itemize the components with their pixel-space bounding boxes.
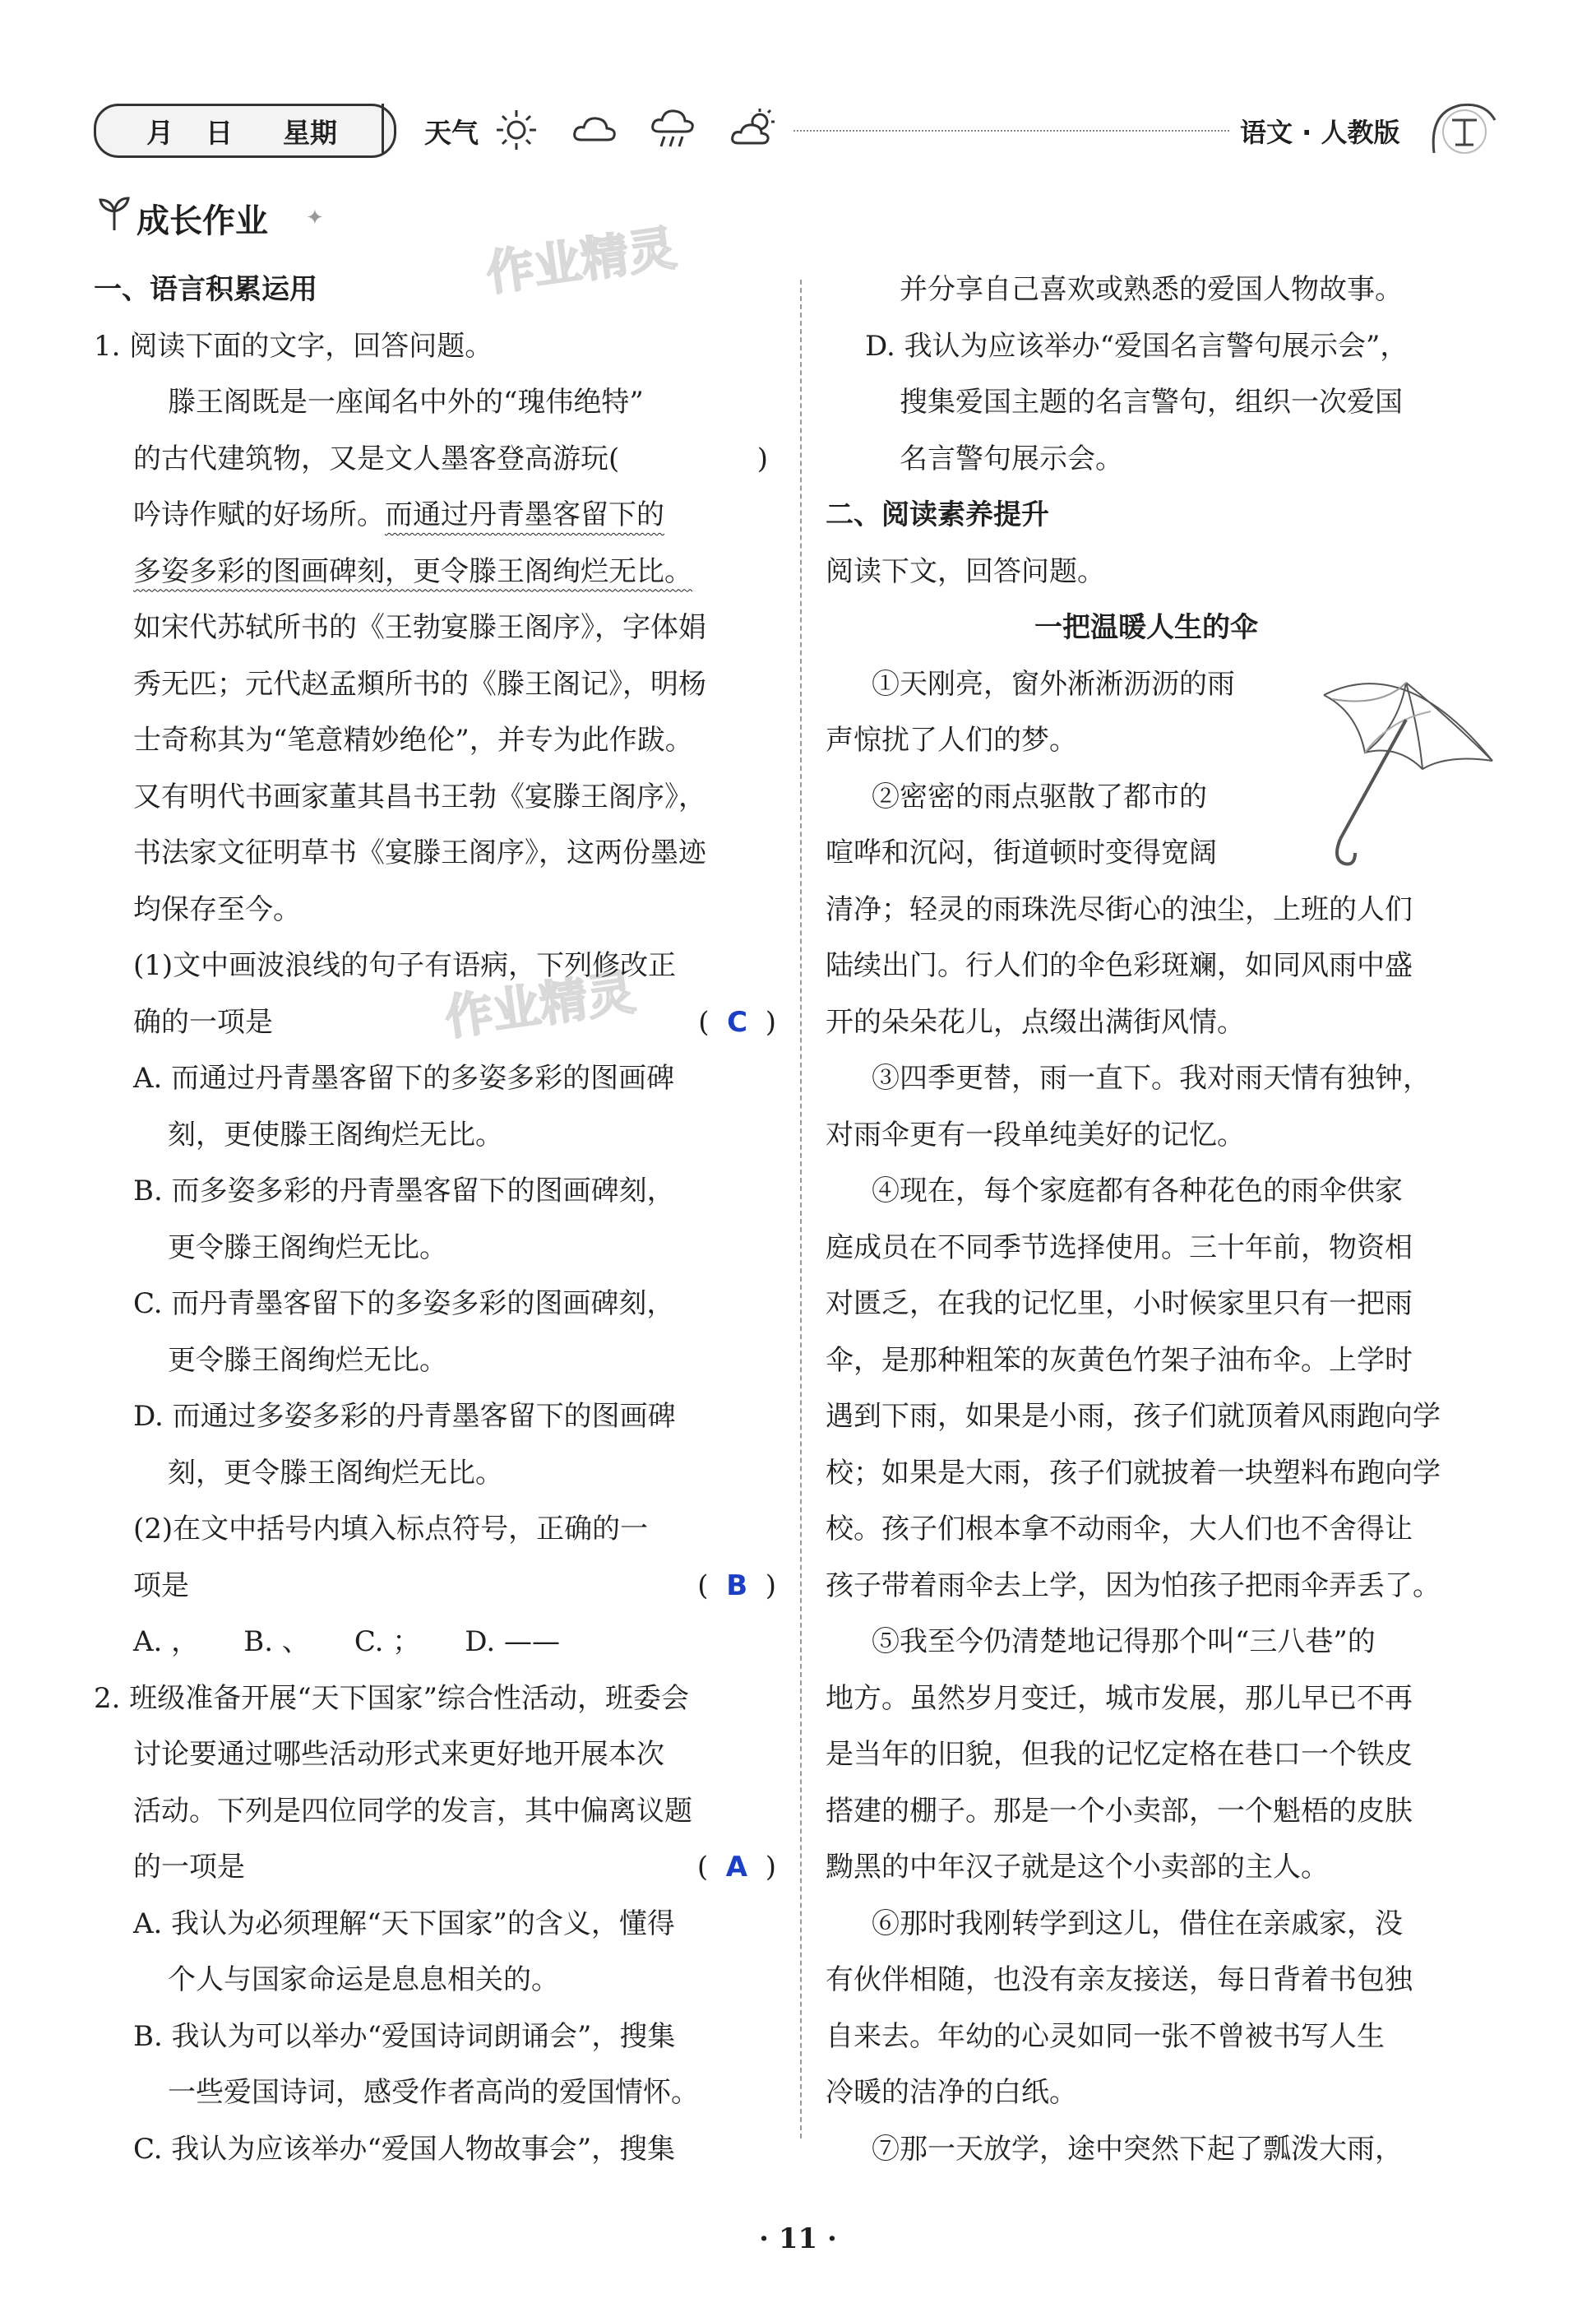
day-label: 日 bbox=[206, 117, 233, 149]
passage-line: 秀无匹；元代赵孟頫所书的《滕王阁记》，明杨 bbox=[133, 667, 706, 701]
header-rule bbox=[793, 130, 1229, 132]
sun-icon bbox=[493, 107, 539, 156]
option-c: C. 而丹青墨客留下的多姿多彩的图画碑刻， bbox=[133, 1287, 675, 1320]
q2-option-d-cont: 搜集爱国主题的名言警句，组织一次爱国 bbox=[900, 386, 1403, 419]
q1-1-stem: 确的一项是 ( C ) bbox=[133, 1005, 776, 1039]
article-paragraph: 庭成员在不同季节选择使用。三十年前，物资相 bbox=[826, 1230, 1413, 1264]
article-paragraph: 有伙伴相随，也没有亲友接送，每日背着书包独 bbox=[826, 1963, 1413, 1996]
passage-line: 士奇称其为“笔意精妙绝伦”，并专为此作跋。 bbox=[133, 724, 693, 757]
article-paragraph: 声惊扰了人们的梦。 bbox=[826, 724, 1077, 757]
partly-cloudy-icon bbox=[730, 105, 776, 155]
passage-line: 如宋代苏轼所书的《王勃宴滕王阁序》，字体娟 bbox=[133, 611, 706, 644]
q2-option-d: D. 我认为应该举办“爱国名言警句展示会”， bbox=[865, 329, 1409, 363]
passage-line: 吟诗作赋的好场所。而通过丹青墨客留下的 bbox=[133, 498, 664, 531]
passage-line: 滕王阁既是一座闻名中外的“瑰伟绝特” bbox=[168, 386, 644, 419]
month-label: 月 bbox=[146, 117, 173, 149]
article-paragraph: 是当年的旧貌，但我的记忆定格在巷口一个铁皮 bbox=[826, 1738, 1413, 1771]
part2-title: 二、阅读素养提升 bbox=[826, 498, 1049, 531]
article-paragraph: 搭建的棚子。那是一个小卖部，一个魁梧的皮肤 bbox=[826, 1794, 1413, 1828]
article-paragraph: ⑦那一天放学，途中突然下起了瓢泼大雨， bbox=[872, 2132, 1403, 2166]
option-a: A. 而通过丹青墨客留下的多姿多彩的图画碑 bbox=[133, 1062, 675, 1095]
publisher-logo-icon bbox=[1427, 95, 1501, 164]
article-paragraph: 开的朵朵花儿，点缀出满街风情。 bbox=[826, 1005, 1245, 1039]
wavy-sentence: 多姿多彩的图画碑刻，更令滕王阁绚烂无比。 bbox=[133, 554, 692, 588]
q1-2-options: A. ， B. 、 C. ； D. —— bbox=[133, 1625, 560, 1658]
article-paragraph: ①天刚亮，窗外淅淅沥沥的雨 bbox=[872, 667, 1235, 701]
umbrella-illustration bbox=[1307, 662, 1505, 879]
option-b-cont: 更令滕王阁绚烂无比。 bbox=[168, 1230, 447, 1264]
article-paragraph: 遇到下雨，如果是小雨，孩子们就顶着风雨跑向学 bbox=[826, 1400, 1441, 1433]
article-paragraph: 清净；轻灵的雨珠洗尽街心的浊尘，上班的人们 bbox=[826, 892, 1413, 926]
passage-line: 的古代建筑物，又是文人墨客登高游玩( ) bbox=[133, 442, 768, 475]
article-paragraph: ⑥那时我刚转学到这儿，借住在亲戚家，没 bbox=[872, 1907, 1403, 1940]
article-paragraph: 校；如果是大雨，孩子们就披着一块塑料布跑向学 bbox=[826, 1456, 1441, 1490]
left-column bbox=[94, 262, 784, 2177]
article-paragraph: 喧哗和沉闷，街道顿时变得宽阔 bbox=[826, 836, 1217, 869]
passage-line: 均保存至今。 bbox=[133, 892, 301, 926]
article-paragraph: ③四季更替，雨一直下。我对雨天情有独钟， bbox=[872, 1062, 1431, 1095]
q2-option-c-cont: 并分享自己喜欢或熟悉的爱国人物故事。 bbox=[900, 273, 1403, 306]
q2-stem: 活动。下列是四位同学的发言，其中偏离议题 bbox=[133, 1794, 692, 1828]
article-paragraph: 陆续出门。行人们的伞色彩斑斓，如同风雨中盛 bbox=[826, 949, 1413, 982]
passage-line: 又有明代书画家董其昌书王勃《宴滕王阁序》， bbox=[133, 780, 706, 813]
article-paragraph: 冷暖的洁净的白纸。 bbox=[826, 2076, 1077, 2109]
article-paragraph: 对匮乏，在我的记忆里，小时候家里只有一把雨 bbox=[826, 1287, 1413, 1320]
article-paragraph: ⑤我至今仍清楚地记得那个叫“三八巷”的 bbox=[872, 1625, 1376, 1658]
weather-label: 天气 bbox=[424, 117, 479, 149]
option-c-cont: 更令滕王阁绚烂无比。 bbox=[168, 1343, 447, 1377]
column-divider bbox=[800, 280, 802, 2138]
watermark: 作业精灵 bbox=[483, 220, 680, 302]
q2-option-d-cont: 名言警句展示会。 bbox=[900, 442, 1123, 475]
q2-option-a: A. 我认为必须理解“天下国家”的含义，懂得 bbox=[133, 1907, 675, 1940]
date-box bbox=[94, 104, 396, 158]
q1-2-stem: (2)在文中括号内填入标点符号，正确的一 bbox=[133, 1513, 649, 1545]
option-d-cont: 刻，更令滕王阁绚烂无比。 bbox=[168, 1456, 503, 1490]
watermark-2: 作业精灵 bbox=[442, 964, 639, 1046]
article-paragraph: 校。孩子们根本拿不动雨伞，大人们也不舍得让 bbox=[826, 1513, 1413, 1545]
passage-line bbox=[94, 544, 784, 600]
q2-option-b: B. 我认为可以举办“爱国诗词朗诵会”，搜集 bbox=[133, 2019, 676, 2053]
article-paragraph: ②密密的雨点驱散了都市的 bbox=[872, 780, 1207, 813]
article-title: 一把温暖人生的伞 bbox=[1034, 611, 1258, 644]
q2-option-a-cont: 个人与国家命运是息息相关的。 bbox=[168, 1963, 559, 1996]
option-b: B. 而多姿多彩的丹青墨客留下的图画碑刻， bbox=[133, 1175, 675, 1207]
series-label: 语文 · 人教版 bbox=[1240, 117, 1400, 148]
article-paragraph: 伞，是那种粗笨的灰黄色竹架子油布伞。上学时 bbox=[826, 1343, 1413, 1377]
option-a-cont: 刻，更使滕王阁绚烂无比。 bbox=[168, 1118, 503, 1152]
q1-stem: 1. 阅读下面的文字，回答问题。 bbox=[94, 329, 493, 363]
q2-stem: 讨论要通过哪些活动形式来更好地开展本次 bbox=[133, 1738, 664, 1771]
page-number: · 11 · bbox=[759, 2222, 837, 2255]
answer-q2: A bbox=[725, 1851, 748, 1884]
article-paragraph: 自来去。年幼的心灵如同一张不曾被书写人生 bbox=[826, 2019, 1385, 2053]
part1-title: 一、语言积累运用 bbox=[94, 273, 317, 306]
q2-stem: 的一项是 ( A ) bbox=[133, 1851, 776, 1884]
q2-option-c: C. 我认为应该举办“爱国人物故事会”，搜集 bbox=[133, 2132, 676, 2166]
right-column bbox=[826, 262, 1516, 2177]
rain-icon bbox=[650, 105, 696, 155]
article-paragraph: 孩子带着雨伞去上学，因为怕孩子把雨伞弄丢了。 bbox=[826, 1569, 1441, 1602]
star-icon: ✦ bbox=[306, 206, 324, 230]
section-title: 成长作业 bbox=[136, 202, 268, 240]
article-paragraph: 对雨伞更有一段单纯美好的记忆。 bbox=[826, 1118, 1245, 1152]
q1-2-stem: 项是 ( B ) bbox=[133, 1569, 776, 1602]
cloud-icon bbox=[571, 107, 618, 156]
reading-instruction: 阅读下文，回答问题。 bbox=[826, 554, 1105, 588]
q1-1-stem: (1)文中画波浪线的句子有语病，下列修改正 bbox=[133, 949, 677, 982]
article-paragraph: ④现在，每个家庭都有各种花色的雨伞供家 bbox=[872, 1175, 1403, 1207]
answer-q1-2: B bbox=[726, 1569, 748, 1602]
wavy-sentence: 而通过丹青墨客留下的 bbox=[385, 498, 664, 531]
passage-line: 书法家文征明草书《宴滕王阁序》，这两份墨迹 bbox=[133, 836, 706, 869]
article-paragraph: 黝黑的中年汉子就是这个小卖部的主人。 bbox=[826, 1851, 1329, 1884]
answer-q1-1: C bbox=[727, 1005, 748, 1039]
sprout-icon bbox=[94, 193, 135, 238]
q2-option-b-cont: 一些爱国诗词，感受作者高尚的爱国情怀。 bbox=[168, 2076, 699, 2109]
option-d: D. 而通过多姿多彩的丹青墨客留下的图画碑 bbox=[133, 1400, 676, 1433]
article-paragraph: 地方。虽然岁月变迁，城市发展，那儿早已不再 bbox=[826, 1681, 1413, 1715]
q2-stem: 2. 班级准备开展“天下国家”综合性活动，班委会 bbox=[94, 1681, 690, 1715]
week-label: 星期 bbox=[283, 117, 337, 149]
